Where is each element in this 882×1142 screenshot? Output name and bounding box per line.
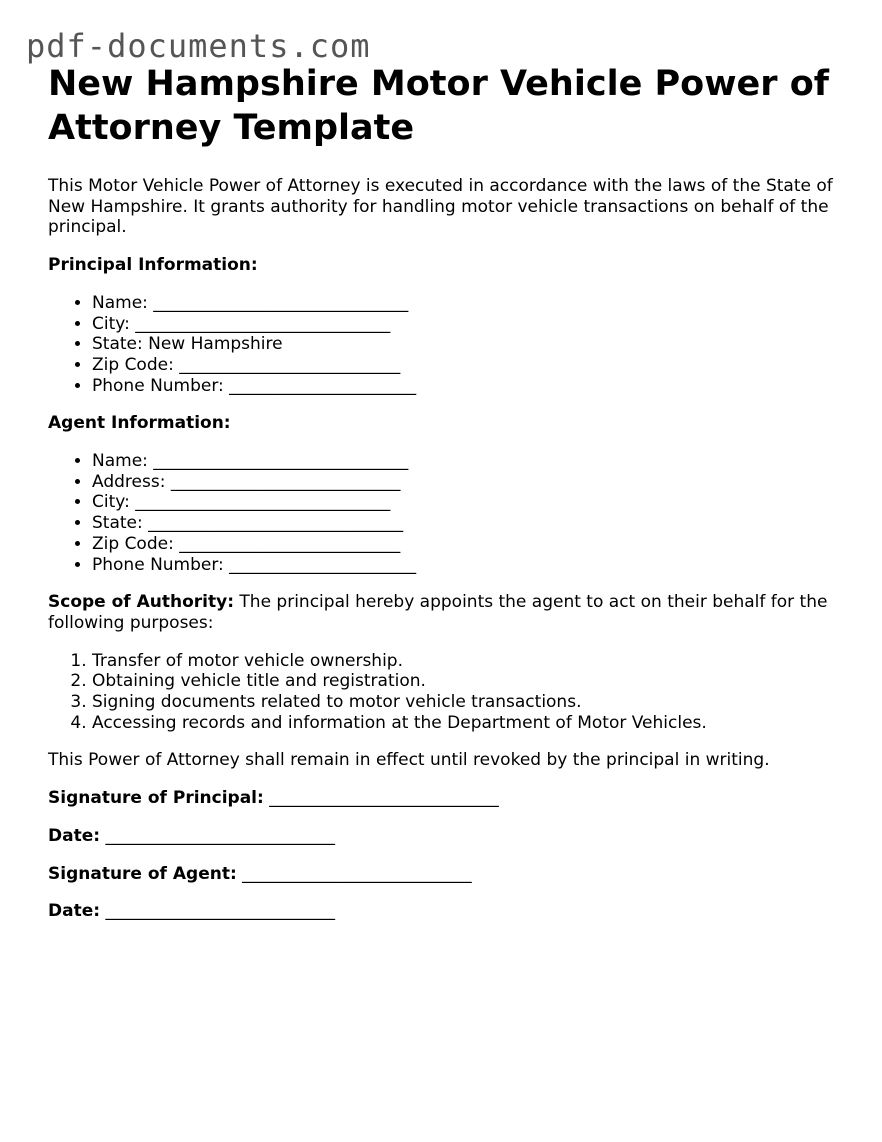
agent-city-field: • City: ______________________________ — [92, 492, 848, 513]
agent-signature-blank: ___________________________ — [236, 863, 472, 884]
scope-list — [48, 651, 848, 734]
scope-label: Scope of Authority: — [48, 592, 234, 613]
agent-heading: Agent Information: — [48, 413, 231, 434]
agent-date-label: Date: — [48, 901, 101, 922]
principal-zip-field: • Zip Code: __________________________ — [92, 355, 848, 376]
scope-text: The principal hereby appoints the agent to act on their behalf for the following purposes: — [48, 592, 828, 633]
scope-item: 3. Signing documents related to motor vehicle transactions. — [92, 692, 848, 713]
intro-paragraph: This Motor Vehicle Power of Attorney is executed in accordance with the laws of the State of New Hampshire. It grants authority for handling motor vehicle transactions on behalf of the principal. — [48, 176, 833, 238]
document-title: New Hampshire Motor Vehicle Power of Attorney Template — [48, 64, 829, 148]
agent-list — [48, 451, 848, 575]
agent-phone-field: • Phone Number: ______________________ — [92, 555, 848, 576]
agent-signature-line — [48, 864, 848, 885]
scope-item: 4. Accessing records and information at the Department of Motor Vehicles. — [92, 713, 848, 734]
effect-paragraph: This Power of Attorney shall remain in effect until revoked by the principal in writing. — [48, 750, 770, 771]
document — [48, 62, 848, 922]
agent-zip-field: • Zip Code: __________________________ — [92, 534, 848, 555]
agent-address-field: • Address: ___________________________ — [92, 472, 848, 493]
principal-phone-field: • Phone Number: ______________________ — [92, 376, 848, 397]
principal-date-blank: ___________________________ — [100, 825, 335, 846]
scope-item: 2. Obtaining vehicle title and registration. — [92, 671, 848, 692]
principal-state-field: • State: New Hampshire — [92, 334, 848, 355]
principal-signature-blank: ___________________________ — [263, 788, 499, 809]
agent-name-field: • Name: ______________________________ — [92, 451, 848, 472]
agent-date-line — [48, 901, 848, 922]
watermark: pdf-documents.com — [26, 27, 371, 65]
principal-name-field: • Name: ______________________________ — [92, 293, 848, 314]
agent-signature-label: Signature of Agent: — [48, 863, 237, 884]
principal-heading: Principal Information: — [48, 255, 258, 276]
principal-list — [48, 293, 848, 397]
agent-state-field: • State: ______________________________ — [92, 513, 848, 534]
principal-city-field: • City: ______________________________ — [92, 314, 848, 335]
principal-date-line — [48, 826, 848, 847]
scope-paragraph — [48, 592, 848, 633]
principal-signature-line — [48, 788, 848, 809]
agent-date-blank: ___________________________ — [100, 901, 335, 922]
scope-item: 1. Transfer of motor vehicle ownership. — [92, 651, 848, 672]
principal-signature-label: Signature of Principal: — [48, 788, 264, 809]
principal-date-label: Date: — [48, 825, 101, 846]
